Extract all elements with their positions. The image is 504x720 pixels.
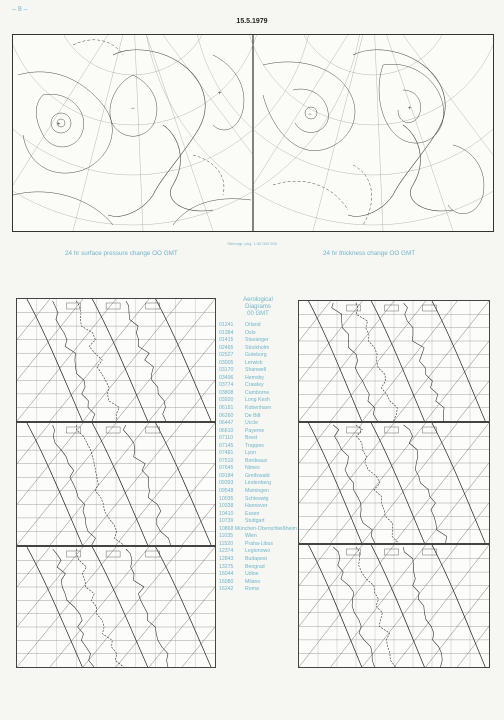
page-date: 15.5.1979 — [236, 18, 268, 25]
station-id: 01415 — [219, 337, 234, 344]
station-row — [219, 564, 297, 572]
aerological-diagram-right-1 — [298, 300, 490, 422]
station-row — [219, 397, 297, 405]
station-row — [219, 360, 297, 368]
diagram-drawing — [17, 299, 215, 421]
aerological-diagram-right-2 — [298, 422, 490, 544]
station-name: Shanwell — [245, 367, 267, 374]
station-id: 09548 — [219, 488, 234, 495]
station-row — [219, 367, 297, 375]
station-row — [219, 390, 297, 398]
station-row — [219, 458, 297, 466]
station-row — [219, 322, 297, 330]
svg-text:−: − — [131, 106, 135, 112]
station-row — [219, 533, 297, 541]
station-id: 03920 — [219, 397, 234, 404]
station-row — [219, 503, 297, 511]
station-row — [219, 337, 297, 345]
station-id: 07110 — [219, 435, 234, 442]
aerological-diagram-left-1 — [16, 298, 216, 422]
station-id: 16242 — [219, 586, 234, 593]
station-name: Beograd — [245, 563, 265, 570]
station-id: 16044 — [219, 571, 234, 578]
station-id: 02527 — [219, 352, 234, 359]
station-name: Meiningen — [245, 488, 269, 495]
station-row — [219, 413, 297, 421]
station-id: 10868 — [219, 525, 234, 532]
station-id: 01384 — [219, 329, 234, 336]
station-name: Essen — [245, 510, 260, 517]
station-row — [219, 382, 297, 390]
station-name: Wien — [245, 533, 257, 540]
station-name: Lindenberg — [245, 480, 271, 487]
aerological-diagram-right-3 — [298, 544, 490, 668]
station-name: Greifswald — [245, 472, 270, 479]
station-name: Bordeaux — [245, 457, 268, 464]
diagram-drawing — [17, 423, 215, 545]
svg-text:+: + — [408, 106, 412, 112]
thickness-change-caption: 24 hr thickness change OO GMT — [323, 250, 416, 257]
station-row — [219, 556, 297, 564]
diagram-drawing — [299, 423, 489, 543]
station-name: Camborne — [245, 389, 270, 396]
station-name: Oslo — [245, 329, 256, 336]
station-id: 12843 — [219, 555, 234, 562]
station-id: 11520 — [219, 540, 234, 547]
station-row — [219, 473, 297, 481]
weather-maps-frame — [12, 34, 494, 232]
station-row — [219, 496, 297, 504]
svg-text:+: + — [218, 91, 222, 97]
station-id: 06260 — [219, 412, 234, 419]
station-row — [219, 586, 297, 594]
station-row — [219, 345, 297, 353]
station-id: 06181 — [219, 405, 234, 412]
station-row — [219, 420, 297, 428]
station-name: Milano — [245, 578, 261, 585]
station-id: 03808 — [219, 389, 234, 396]
station-name: Crawley — [245, 382, 264, 389]
station-id: 03005 — [219, 359, 234, 366]
station-row — [219, 541, 297, 549]
station-name: Praha-Libus — [245, 540, 273, 547]
station-row — [219, 450, 297, 458]
station-name: München-Oberschleißheim — [234, 525, 297, 532]
station-name: Stuttgart — [245, 518, 265, 525]
station-name: Udine — [245, 571, 259, 578]
aerological-diagram-left-2 — [16, 422, 216, 546]
station-name: Trappes — [245, 442, 264, 449]
map-scale-note: Stereogr. proj. 1:30 000 000 — [227, 241, 277, 246]
station-row — [219, 480, 297, 488]
station-id: 03170 — [219, 367, 234, 374]
station-id: 10410 — [219, 510, 234, 517]
station-name: Uccle — [245, 420, 258, 427]
station-id: 12374 — [219, 548, 234, 555]
aerological-diagram-left-3 — [16, 546, 216, 668]
svg-text:−: − — [308, 112, 312, 118]
station-name: Hannover — [245, 503, 268, 510]
station-id: 06447 — [219, 420, 234, 427]
station-row — [219, 548, 297, 556]
station-row — [219, 443, 297, 451]
weather-maps-drawing — [13, 35, 493, 231]
diagram-drawing — [17, 547, 215, 667]
station-row — [219, 511, 297, 519]
station-id: 11035 — [219, 533, 234, 540]
svg-text:+: + — [57, 122, 61, 128]
station-id: 03496 — [219, 374, 234, 381]
station-id: 07481 — [219, 450, 234, 457]
station-row — [219, 571, 297, 579]
station-name: Orland — [245, 322, 261, 328]
station-name: Legionowo — [245, 548, 271, 555]
thickness-change-map — [143, 35, 493, 231]
station-name: Brest — [245, 435, 258, 442]
legend-title-2: Diagrams — [245, 304, 271, 310]
station-row — [219, 405, 297, 413]
station-id: 07145 — [219, 442, 234, 449]
station-row — [219, 330, 297, 338]
station-row — [219, 526, 297, 534]
legend-title-3: 00 GMT — [247, 311, 269, 317]
station-id: 13275 — [219, 563, 234, 570]
station-name: Nimes — [245, 465, 260, 472]
station-id: 06610 — [219, 427, 234, 434]
diagram-drawing — [299, 545, 489, 667]
station-id: 01241 — [219, 322, 234, 328]
station-name: Lyon — [245, 450, 257, 457]
station-id: 03774 — [219, 382, 234, 389]
station-name: Lerwick — [245, 359, 263, 366]
station-id: 09393 — [219, 480, 234, 487]
station-name: Long Kesh — [245, 397, 270, 404]
station-id: 10739 — [219, 518, 234, 525]
station-name: Schleswig — [245, 495, 269, 502]
page-number: – 8 – — [12, 6, 28, 13]
pressure-change-map — [13, 35, 363, 231]
station-row — [219, 428, 297, 436]
station-row — [219, 488, 297, 496]
station-id: 09184 — [219, 472, 234, 479]
station-row — [219, 465, 297, 473]
diagram-drawing — [299, 301, 489, 421]
station-id: 10035 — [219, 495, 234, 502]
station-row — [219, 352, 297, 360]
station-name: Kobenhavn — [245, 405, 272, 412]
station-id: 07510 — [219, 457, 234, 464]
station-id: 07645 — [219, 465, 234, 472]
station-legend — [219, 297, 297, 594]
station-name: Budapest — [245, 555, 267, 562]
station-name: Goteborg — [245, 352, 267, 359]
station-row — [219, 518, 297, 526]
station-name: Payerne — [245, 427, 265, 434]
station-name: Stockholm — [245, 344, 270, 351]
station-id: 16080 — [219, 578, 234, 585]
station-name: Roma — [245, 586, 259, 593]
station-id: 02465 — [219, 344, 234, 351]
station-name: De Bilt — [245, 412, 261, 419]
legend-title-1: Aerological — [243, 297, 273, 303]
station-row — [219, 579, 297, 587]
station-row — [219, 435, 297, 443]
station-id: 10338 — [219, 503, 234, 510]
pressure-change-caption: 24 hr surface pressure change OO GMT — [65, 250, 178, 257]
station-name: Hemsby — [245, 374, 265, 381]
station-name: Stavanger — [245, 337, 269, 344]
station-row — [219, 375, 297, 383]
station-list — [219, 322, 297, 594]
